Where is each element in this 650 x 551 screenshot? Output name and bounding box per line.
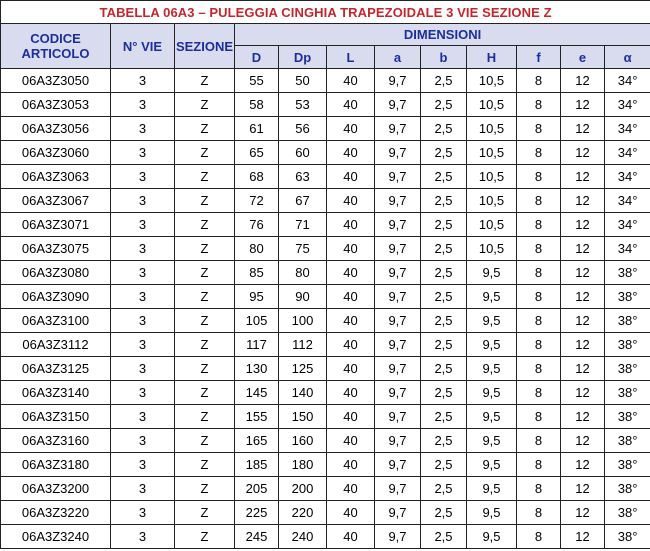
cell-b: 2,5: [421, 237, 467, 261]
header-dim-alpha: α: [605, 46, 650, 69]
table-row: [1, 405, 650, 429]
cell-n-vie: 3: [111, 189, 175, 213]
table-row: [1, 165, 650, 189]
cell-b: 2,5: [421, 165, 467, 189]
header-dim-a: a: [375, 46, 421, 69]
cell-codice-articolo: 06A3Z3220: [1, 501, 111, 525]
cell-n-vie: 3: [111, 93, 175, 117]
cell-sezione: Z: [175, 213, 235, 237]
cell-f: 8: [517, 93, 561, 117]
cell-f: 8: [517, 69, 561, 93]
cell-sezione: Z: [175, 405, 235, 429]
cell-f: 8: [517, 405, 561, 429]
cell-l: 40: [327, 309, 375, 333]
cell-dp: 50: [279, 69, 327, 93]
cell-a: 9,7: [375, 213, 421, 237]
cell-codice-articolo: 06A3Z3180: [1, 453, 111, 477]
cell-a: 9,7: [375, 69, 421, 93]
header-dimensioni: DIMENSIONI: [235, 24, 650, 46]
cell-alpha: 38°: [605, 525, 650, 549]
cell-e: 12: [561, 429, 605, 453]
cell-d: 117: [235, 333, 279, 357]
cell-n-vie: 3: [111, 213, 175, 237]
cell-dp: 53: [279, 93, 327, 117]
cell-alpha: 38°: [605, 261, 650, 285]
cell-d: 55: [235, 69, 279, 93]
header-dim-h: H: [467, 46, 517, 69]
cell-l: 40: [327, 381, 375, 405]
header-dim-e: e: [561, 46, 605, 69]
cell-codice-articolo: 06A3Z3060: [1, 141, 111, 165]
cell-alpha: 38°: [605, 501, 650, 525]
cell-l: 40: [327, 285, 375, 309]
cell-a: 9,7: [375, 477, 421, 501]
cell-l: 40: [327, 213, 375, 237]
cell-sezione: Z: [175, 357, 235, 381]
cell-d: 85: [235, 261, 279, 285]
cell-dp: 67: [279, 189, 327, 213]
cell-h: 9,5: [467, 405, 517, 429]
cell-a: 9,7: [375, 357, 421, 381]
cell-d: 205: [235, 477, 279, 501]
table-row: [1, 357, 650, 381]
cell-h: 9,5: [467, 381, 517, 405]
cell-e: 12: [561, 165, 605, 189]
cell-f: 8: [517, 141, 561, 165]
cell-f: 8: [517, 525, 561, 549]
table-row: [1, 525, 650, 549]
cell-dp: 71: [279, 213, 327, 237]
cell-d: 165: [235, 429, 279, 453]
cell-h: 9,5: [467, 285, 517, 309]
cell-l: 40: [327, 165, 375, 189]
cell-codice-articolo: 06A3Z3071: [1, 213, 111, 237]
cell-n-vie: 3: [111, 141, 175, 165]
cell-e: 12: [561, 477, 605, 501]
cell-a: 9,7: [375, 285, 421, 309]
cell-n-vie: 3: [111, 453, 175, 477]
cell-alpha: 34°: [605, 189, 650, 213]
cell-dp: 112: [279, 333, 327, 357]
cell-n-vie: 3: [111, 381, 175, 405]
cell-f: 8: [517, 117, 561, 141]
cell-d: 58: [235, 93, 279, 117]
cell-h: 9,5: [467, 357, 517, 381]
cell-codice-articolo: 06A3Z3125: [1, 357, 111, 381]
cell-f: 8: [517, 213, 561, 237]
cell-h: 10,5: [467, 69, 517, 93]
cell-sezione: Z: [175, 285, 235, 309]
cell-dp: 240: [279, 525, 327, 549]
cell-sezione: Z: [175, 525, 235, 549]
cell-b: 2,5: [421, 285, 467, 309]
cell-a: 9,7: [375, 501, 421, 525]
cell-b: 2,5: [421, 501, 467, 525]
cell-b: 2,5: [421, 333, 467, 357]
cell-sezione: Z: [175, 117, 235, 141]
table-row: [1, 93, 650, 117]
table-row: [1, 285, 650, 309]
header-dim-dp: Dp: [279, 46, 327, 69]
cell-dp: 150: [279, 405, 327, 429]
cell-e: 12: [561, 357, 605, 381]
cell-h: 10,5: [467, 237, 517, 261]
cell-d: 61: [235, 117, 279, 141]
cell-alpha: 38°: [605, 405, 650, 429]
cell-e: 12: [561, 525, 605, 549]
cell-a: 9,7: [375, 453, 421, 477]
cell-l: 40: [327, 453, 375, 477]
cell-a: 9,7: [375, 237, 421, 261]
cell-d: 72: [235, 189, 279, 213]
cell-b: 2,5: [421, 189, 467, 213]
cell-d: 225: [235, 501, 279, 525]
cell-a: 9,7: [375, 165, 421, 189]
cell-e: 12: [561, 381, 605, 405]
cell-alpha: 34°: [605, 237, 650, 261]
cell-d: 245: [235, 525, 279, 549]
cell-n-vie: 3: [111, 261, 175, 285]
cell-n-vie: 3: [111, 165, 175, 189]
cell-sezione: Z: [175, 429, 235, 453]
cell-f: 8: [517, 453, 561, 477]
cell-alpha: 38°: [605, 333, 650, 357]
cell-alpha: 34°: [605, 117, 650, 141]
cell-b: 2,5: [421, 381, 467, 405]
table-title: TABELLA 06A3 – PULEGGIA CINGHIA TRAPEZOIDALE 3 VIE SEZIONE Z: [1, 1, 650, 24]
cell-codice-articolo: 06A3Z3056: [1, 117, 111, 141]
cell-b: 2,5: [421, 453, 467, 477]
cell-b: 2,5: [421, 141, 467, 165]
cell-codice-articolo: 06A3Z3063: [1, 165, 111, 189]
cell-e: 12: [561, 141, 605, 165]
cell-b: 2,5: [421, 117, 467, 141]
cell-f: 8: [517, 309, 561, 333]
cell-dp: 56: [279, 117, 327, 141]
cell-n-vie: 3: [111, 69, 175, 93]
cell-sezione: Z: [175, 93, 235, 117]
cell-codice-articolo: 06A3Z3140: [1, 381, 111, 405]
cell-alpha: 38°: [605, 453, 650, 477]
cell-l: 40: [327, 93, 375, 117]
cell-f: 8: [517, 189, 561, 213]
table-row: [1, 189, 650, 213]
cell-a: 9,7: [375, 405, 421, 429]
cell-d: 130: [235, 357, 279, 381]
cell-dp: 125: [279, 357, 327, 381]
cell-dp: 180: [279, 453, 327, 477]
cell-h: 9,5: [467, 429, 517, 453]
cell-sezione: Z: [175, 453, 235, 477]
cell-codice-articolo: 06A3Z3053: [1, 93, 111, 117]
table-row: [1, 381, 650, 405]
cell-a: 9,7: [375, 429, 421, 453]
cell-b: 2,5: [421, 357, 467, 381]
cell-l: 40: [327, 189, 375, 213]
cell-f: 8: [517, 501, 561, 525]
cell-a: 9,7: [375, 189, 421, 213]
cell-l: 40: [327, 237, 375, 261]
cell-sezione: Z: [175, 69, 235, 93]
table-row: [1, 453, 650, 477]
cell-n-vie: 3: [111, 285, 175, 309]
cell-dp: 100: [279, 309, 327, 333]
cell-sezione: Z: [175, 189, 235, 213]
cell-sezione: Z: [175, 141, 235, 165]
cell-alpha: 34°: [605, 141, 650, 165]
table-body: [1, 69, 650, 549]
cell-d: 76: [235, 213, 279, 237]
cell-e: 12: [561, 405, 605, 429]
cell-b: 2,5: [421, 477, 467, 501]
table-row: [1, 477, 650, 501]
header-codice-line2: ARTICOLO: [21, 46, 90, 61]
cell-l: 40: [327, 69, 375, 93]
cell-f: 8: [517, 429, 561, 453]
cell-n-vie: 3: [111, 237, 175, 261]
cell-h: 9,5: [467, 453, 517, 477]
cell-l: 40: [327, 501, 375, 525]
cell-b: 2,5: [421, 405, 467, 429]
cell-l: 40: [327, 357, 375, 381]
cell-d: 95: [235, 285, 279, 309]
cell-dp: 200: [279, 477, 327, 501]
cell-h: 9,5: [467, 501, 517, 525]
cell-sezione: Z: [175, 333, 235, 357]
cell-l: 40: [327, 141, 375, 165]
cell-alpha: 38°: [605, 429, 650, 453]
cell-dp: 90: [279, 285, 327, 309]
header-dim-b: b: [421, 46, 467, 69]
cell-n-vie: 3: [111, 477, 175, 501]
cell-dp: 63: [279, 165, 327, 189]
cell-dp: 220: [279, 501, 327, 525]
cell-n-vie: 3: [111, 309, 175, 333]
cell-b: 2,5: [421, 69, 467, 93]
cell-e: 12: [561, 93, 605, 117]
cell-b: 2,5: [421, 93, 467, 117]
cell-d: 80: [235, 237, 279, 261]
cell-d: 65: [235, 141, 279, 165]
cell-h: 10,5: [467, 213, 517, 237]
cell-h: 9,5: [467, 477, 517, 501]
cell-n-vie: 3: [111, 429, 175, 453]
cell-codice-articolo: 06A3Z3090: [1, 285, 111, 309]
cell-h: 9,5: [467, 333, 517, 357]
cell-dp: 140: [279, 381, 327, 405]
cell-l: 40: [327, 429, 375, 453]
cell-h: 10,5: [467, 141, 517, 165]
cell-a: 9,7: [375, 309, 421, 333]
cell-h: 10,5: [467, 117, 517, 141]
table-row: [1, 309, 650, 333]
cell-f: 8: [517, 261, 561, 285]
cell-alpha: 34°: [605, 69, 650, 93]
header-codice-articolo: [1, 24, 111, 69]
cell-e: 12: [561, 309, 605, 333]
cell-a: 9,7: [375, 117, 421, 141]
cell-f: 8: [517, 333, 561, 357]
cell-e: 12: [561, 213, 605, 237]
cell-codice-articolo: 06A3Z3150: [1, 405, 111, 429]
cell-sezione: Z: [175, 237, 235, 261]
cell-h: 10,5: [467, 93, 517, 117]
table-row: [1, 261, 650, 285]
table-row: [1, 141, 650, 165]
table-row: [1, 237, 650, 261]
cell-e: 12: [561, 189, 605, 213]
cell-d: 68: [235, 165, 279, 189]
cell-f: 8: [517, 381, 561, 405]
cell-b: 2,5: [421, 525, 467, 549]
cell-a: 9,7: [375, 93, 421, 117]
header-sezione: SEZIONE: [175, 24, 235, 69]
header-codice-line1: CODICE: [30, 31, 81, 46]
cell-l: 40: [327, 525, 375, 549]
cell-e: 12: [561, 285, 605, 309]
cell-l: 40: [327, 333, 375, 357]
cell-codice-articolo: 06A3Z3067: [1, 189, 111, 213]
table-row: [1, 117, 650, 141]
cell-dp: 80: [279, 261, 327, 285]
cell-h: 9,5: [467, 309, 517, 333]
cell-b: 2,5: [421, 309, 467, 333]
cell-sezione: Z: [175, 381, 235, 405]
cell-f: 8: [517, 165, 561, 189]
cell-sezione: Z: [175, 165, 235, 189]
header-dim-l: L: [327, 46, 375, 69]
cell-sezione: Z: [175, 477, 235, 501]
cell-alpha: 38°: [605, 381, 650, 405]
header-n-vie: N° VIE: [111, 24, 175, 69]
cell-alpha: 34°: [605, 93, 650, 117]
table-row: [1, 501, 650, 525]
cell-d: 155: [235, 405, 279, 429]
header-dim-d: D: [235, 46, 279, 69]
cell-codice-articolo: 06A3Z3200: [1, 477, 111, 501]
cell-e: 12: [561, 453, 605, 477]
cell-codice-articolo: 06A3Z3100: [1, 309, 111, 333]
cell-n-vie: 3: [111, 525, 175, 549]
cell-n-vie: 3: [111, 501, 175, 525]
cell-d: 185: [235, 453, 279, 477]
cell-e: 12: [561, 69, 605, 93]
cell-e: 12: [561, 117, 605, 141]
cell-h: 10,5: [467, 189, 517, 213]
table-row: [1, 333, 650, 357]
cell-codice-articolo: 06A3Z3075: [1, 237, 111, 261]
cell-a: 9,7: [375, 525, 421, 549]
cell-e: 12: [561, 261, 605, 285]
table-row: [1, 69, 650, 93]
cell-f: 8: [517, 285, 561, 309]
header-dim-f: f: [517, 46, 561, 69]
cell-a: 9,7: [375, 261, 421, 285]
cell-b: 2,5: [421, 261, 467, 285]
cell-alpha: 38°: [605, 357, 650, 381]
cell-n-vie: 3: [111, 333, 175, 357]
cell-codice-articolo: 06A3Z3080: [1, 261, 111, 285]
cell-b: 2,5: [421, 429, 467, 453]
cell-a: 9,7: [375, 381, 421, 405]
cell-e: 12: [561, 237, 605, 261]
cell-f: 8: [517, 477, 561, 501]
cell-alpha: 38°: [605, 309, 650, 333]
cell-codice-articolo: 06A3Z3050: [1, 69, 111, 93]
cell-l: 40: [327, 117, 375, 141]
cell-n-vie: 3: [111, 117, 175, 141]
cell-alpha: 38°: [605, 285, 650, 309]
cell-sezione: Z: [175, 309, 235, 333]
cell-dp: 60: [279, 141, 327, 165]
cell-e: 12: [561, 333, 605, 357]
cell-dp: 75: [279, 237, 327, 261]
cell-a: 9,7: [375, 141, 421, 165]
cell-f: 8: [517, 237, 561, 261]
table-row: [1, 213, 650, 237]
cell-e: 12: [561, 501, 605, 525]
cell-codice-articolo: 06A3Z3112: [1, 333, 111, 357]
cell-codice-articolo: 06A3Z3240: [1, 525, 111, 549]
cell-dp: 160: [279, 429, 327, 453]
cell-l: 40: [327, 261, 375, 285]
cell-d: 145: [235, 381, 279, 405]
cell-sezione: Z: [175, 501, 235, 525]
cell-a: 9,7: [375, 333, 421, 357]
cell-sezione: Z: [175, 261, 235, 285]
cell-alpha: 34°: [605, 165, 650, 189]
cell-codice-articolo: 06A3Z3160: [1, 429, 111, 453]
cell-alpha: 38°: [605, 477, 650, 501]
cell-n-vie: 3: [111, 405, 175, 429]
cell-h: 9,5: [467, 525, 517, 549]
cell-n-vie: 3: [111, 357, 175, 381]
cell-l: 40: [327, 477, 375, 501]
cell-b: 2,5: [421, 213, 467, 237]
table-row: [1, 429, 650, 453]
cell-f: 8: [517, 357, 561, 381]
cell-h: 10,5: [467, 165, 517, 189]
cell-d: 105: [235, 309, 279, 333]
cell-l: 40: [327, 405, 375, 429]
cell-alpha: 34°: [605, 213, 650, 237]
cell-h: 9,5: [467, 261, 517, 285]
